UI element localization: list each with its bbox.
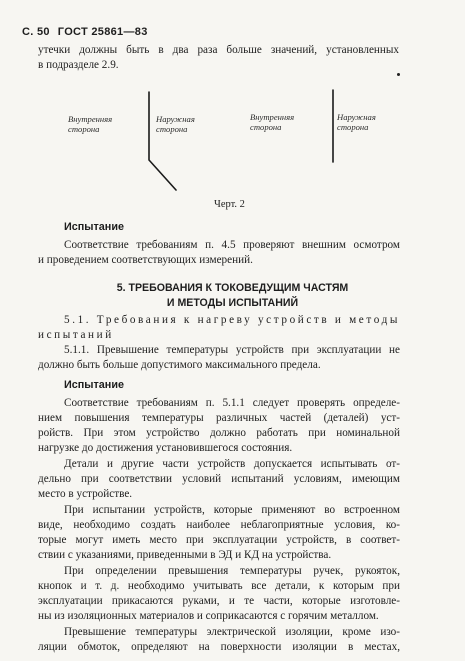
left-inner-label: Внутренняя сторона xyxy=(68,114,113,134)
paragraph-line: ны из изоляционных материалов и соприкасаются с горячим металлом. xyxy=(38,610,379,622)
paragraph-line: ройств. При этом устройство должно работать при номинальной xyxy=(38,427,400,439)
test1-line-1: Соответствие требованиям п. 4.5 проверяют внешним осмотром xyxy=(64,239,400,251)
paragraph-line: место в устройстве. xyxy=(38,488,133,500)
paragraph-line: Детали и другие части устройств допускается испытывать от- xyxy=(64,458,400,470)
paragraph-line: виде, необходимо создать наиболее неблагоприятные условия, ко- xyxy=(38,519,400,531)
clause-5-1-1-line-2: должно быть больше допустимого максимального предела. xyxy=(38,359,321,371)
left-seam-line xyxy=(149,92,176,190)
figure-caption: Черт. 2 xyxy=(214,199,245,210)
paragraph-line: ствии с указаниями, приведенными в ЭД и КД на устройства. xyxy=(38,549,332,561)
section-5-title-line-1: 5. ТРЕБОВАНИЯ К ТОКОВЕДУЩИМ ЧАСТЯМ xyxy=(116,282,349,294)
right-inner-label: Внутренняя сторона xyxy=(250,112,295,132)
test-heading-1: Испытание xyxy=(64,221,124,233)
paragraph-line: При испытании устройств, которые применяют во встроенном xyxy=(64,504,400,516)
left-outer-label: Наружная сторона xyxy=(156,114,195,134)
subsection-5-1-line-1: 5.1. Требования к нагреву устройств и методы xyxy=(64,314,400,326)
page-number: С. 50 xyxy=(22,26,50,38)
paragraph-line: эксплуатации прикасаются руками, и те части, которые изготовле- xyxy=(38,595,400,607)
clause-5-1-1-line-1: 5.1.1. Превышение температуры устройств при эксплуатации не xyxy=(64,344,400,356)
standard-code: ГОСТ 25861—83 xyxy=(57,26,148,38)
subsection-5-1-line-2: испытаний xyxy=(38,329,114,341)
paragraph-line: ляции обмоток, определяют на поверхности изоляции в местах, xyxy=(38,641,400,653)
paragraph-line: нагрузке до достижения установившегося состояния. xyxy=(38,442,293,454)
paragraph-line: торые могут иметь место при эксплуатации устройств, в соответ- xyxy=(38,534,400,546)
paragraph-line: кнопок и т. д. необходимо учитывать все детали, к которым при xyxy=(38,580,400,592)
paragraph-line: Превышение температуры электрической изоляции, кроме изо- xyxy=(64,626,400,638)
intro-line-2: в подразделе 2.9. xyxy=(38,59,119,71)
paragraph-line: нием повышения температуры различных частей (деталей) уст- xyxy=(38,412,400,424)
right-outer-label: Наружная сторона xyxy=(337,112,376,132)
section-5-title-line-2: И МЕТОДЫ ИСПЫТАНИЙ xyxy=(166,297,299,309)
test-heading-2: Испытание xyxy=(64,379,124,391)
intro-line-1: утечки должны быть в два раза больше значений, установленных xyxy=(38,44,399,56)
test1-line-2: и проведением соответствующих измерений. xyxy=(38,254,253,266)
paragraph-line: дельно при соответствии условий испытаний условиям, имеющим xyxy=(38,473,400,485)
paragraph-line: Соответствие требованиям п. 5.1.1 следует проверять определе- xyxy=(64,397,400,409)
paragraph-line: При определении превышения температуры ручек, рукояток, xyxy=(64,565,400,577)
